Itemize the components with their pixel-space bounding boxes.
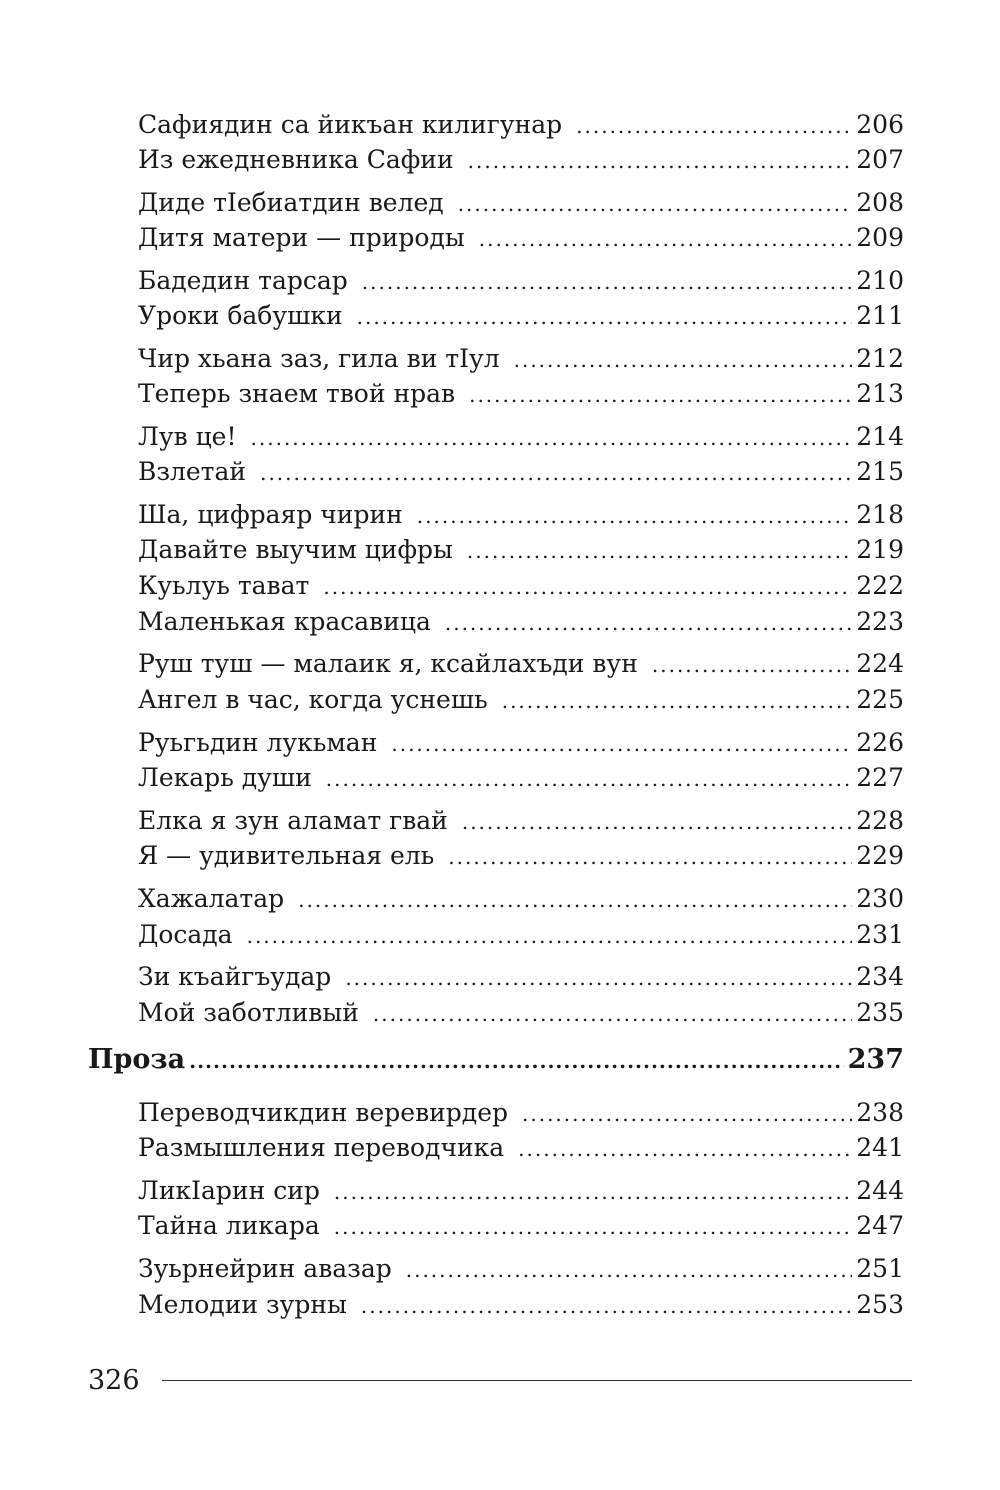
toc-entry-title: Руьгьдин лукьман [138,728,378,757]
toc-entry-page: 225 [856,685,904,714]
toc-entry-title: Тайна ликара [138,1211,320,1240]
toc-entry-page: 212 [856,344,904,373]
toc-entry-title: Давайте выучим цифры [138,535,453,564]
toc-entry-title: Чир хьана заз, гила ви тIул [138,344,500,373]
toc-entry-page: 224 [856,649,904,678]
toc-entry [138,995,904,1031]
toc-entry [138,604,904,640]
toc-entry-page: 235 [856,998,904,1027]
toc-entry-page: 251 [856,1254,904,1283]
toc-entry-title: Я — удивительная ель [138,841,435,870]
toc-entry-title: Куьлуь тават [138,571,310,600]
toc-entry-title: Маленькая красавица [138,607,431,636]
dot-leader [362,264,853,300]
toc-entry [138,568,904,604]
dot-leader [467,533,852,569]
toc-entry-page: 209 [856,223,904,252]
dot-leader [514,342,853,378]
toc-entry-title: ЛикIарин сир [138,1176,320,1205]
toc-entry [138,107,904,143]
toc-entry-title: Мелодии зурны [138,1290,347,1319]
toc-entry-title: Руш туш — малаик я, ксайлахъди вун [138,649,638,678]
toc-entry [138,142,904,178]
toc-entry-page: 244 [856,1176,904,1205]
toc-entry [138,419,904,455]
toc-entry-page: 228 [856,806,904,835]
toc-entry-page: 222 [856,571,904,600]
toc-entry-page: 229 [856,841,904,870]
toc-entry [138,646,904,682]
dot-leader [522,1096,852,1132]
dot-leader [469,377,852,413]
toc-entry-page: 218 [856,500,904,529]
dot-leader [518,1131,852,1167]
toc-entry-title: Хажалатар [138,884,285,913]
toc-entry-title: Зи къайгъудар [138,962,332,991]
dot-leader [189,1043,844,1079]
toc-entry-title: Размышления переводчика [138,1133,505,1162]
toc-entry-page: 238 [856,1098,904,1127]
toc-entry [138,341,904,377]
toc-entry-title: Елка я зун аламат гвай [138,806,448,835]
toc-entry-page: 219 [856,535,904,564]
toc-entry-page: 215 [856,457,904,486]
toc-entry-page: 230 [856,884,904,913]
toc-entry-page: 241 [856,1133,904,1162]
toc-entry [138,263,904,299]
toc-entry [138,1130,904,1166]
toc-entry-title: Теперь знаем твой нрав [138,379,456,408]
dot-leader [323,569,852,605]
toc-entry [138,454,904,490]
toc-entry-page: 247 [856,1211,904,1240]
dot-leader [251,420,853,456]
dot-leader [334,1209,853,1245]
toc-entry-title: Диде тIебиатдин велед [138,188,444,217]
dot-leader [334,1174,852,1210]
toc-entry-page: 207 [856,145,904,174]
toc-entry-page: 226 [856,728,904,757]
dot-leader [479,221,853,257]
page-footer [88,1360,912,1400]
toc-entry-title: Лекарь души [138,763,312,792]
toc-entry [138,1251,904,1287]
toc-entry [138,760,904,796]
dot-leader [458,186,853,222]
dot-leader [502,683,853,719]
dot-leader [468,143,853,179]
dot-leader [462,804,852,840]
dot-leader [448,839,852,875]
toc-entry [138,185,904,221]
toc-entry-title: Бадедин тарсар [138,266,348,295]
toc-entry [138,1287,904,1323]
dot-leader [361,1288,852,1324]
toc-entry [138,298,904,334]
toc-entry-page: 223 [856,607,904,636]
toc-entry [138,917,904,953]
toc-entry [138,220,904,256]
footer-rule [162,1380,912,1381]
toc-entry-title: Досада [138,920,233,949]
toc-entry-title: Зуьрнейрин авазар [138,1254,392,1283]
toc-entry [138,682,904,718]
toc-entry-title: Лув це! [138,422,237,451]
toc-entry-page: 253 [856,1290,904,1319]
dot-leader [247,918,853,954]
toc-entry-title: Взлетай [138,457,247,486]
toc-entry-page: 213 [856,379,904,408]
toc-entry [138,725,904,761]
dot-leader [260,455,852,491]
dot-leader [406,1252,853,1288]
toc-entry-page: 227 [856,763,904,792]
toc-section-heading [88,1042,904,1078]
dot-leader [576,108,852,144]
toc-entry-page: 206 [856,110,904,139]
toc-entry [138,532,904,568]
toc-entry-title: Из ежедневника Сафии [138,145,454,174]
dot-leader [445,605,852,641]
toc-entry [138,1095,904,1131]
toc-entry-page: 214 [856,422,904,451]
toc-entry-page: 210 [856,266,904,295]
dot-leader [417,498,852,534]
toc-entry-title: Переводчикдин веревирдер [138,1098,508,1127]
toc-entry-page: 231 [856,920,904,949]
toc-section-title: Проза [88,1044,186,1075]
toc-entry-title: Дитя матери — природы [138,223,465,252]
toc-entry [138,959,904,995]
toc-entry-page: 211 [856,301,904,330]
page-number: 326 [88,1364,140,1396]
toc-entry-title: Уроки бабушки [138,301,343,330]
dot-leader [357,299,853,335]
dot-leader [298,882,852,918]
dot-leader [391,726,852,762]
toc-entry [138,376,904,412]
toc-entry-title: Сафиядин са йикъан килигунар [138,110,563,139]
dot-leader [345,960,852,996]
toc-entry [138,881,904,917]
toc-entry [138,803,904,839]
dot-leader [373,996,852,1032]
toc-entry-title: Ангел в час, когда уснешь [138,685,488,714]
toc-entry-title: Ша, цифраяр чирин [138,500,403,529]
toc-entry-title: Мой заботливый [138,998,359,1027]
toc-entry [138,1208,904,1244]
toc-entry [138,838,904,874]
toc-entry [138,497,904,533]
dot-leader [326,761,853,797]
toc-entry [138,1173,904,1209]
dot-leader [652,647,852,683]
toc-entry-page: 208 [856,188,904,217]
toc-section-page: 237 [847,1044,904,1075]
toc-entry-page: 234 [856,962,904,991]
